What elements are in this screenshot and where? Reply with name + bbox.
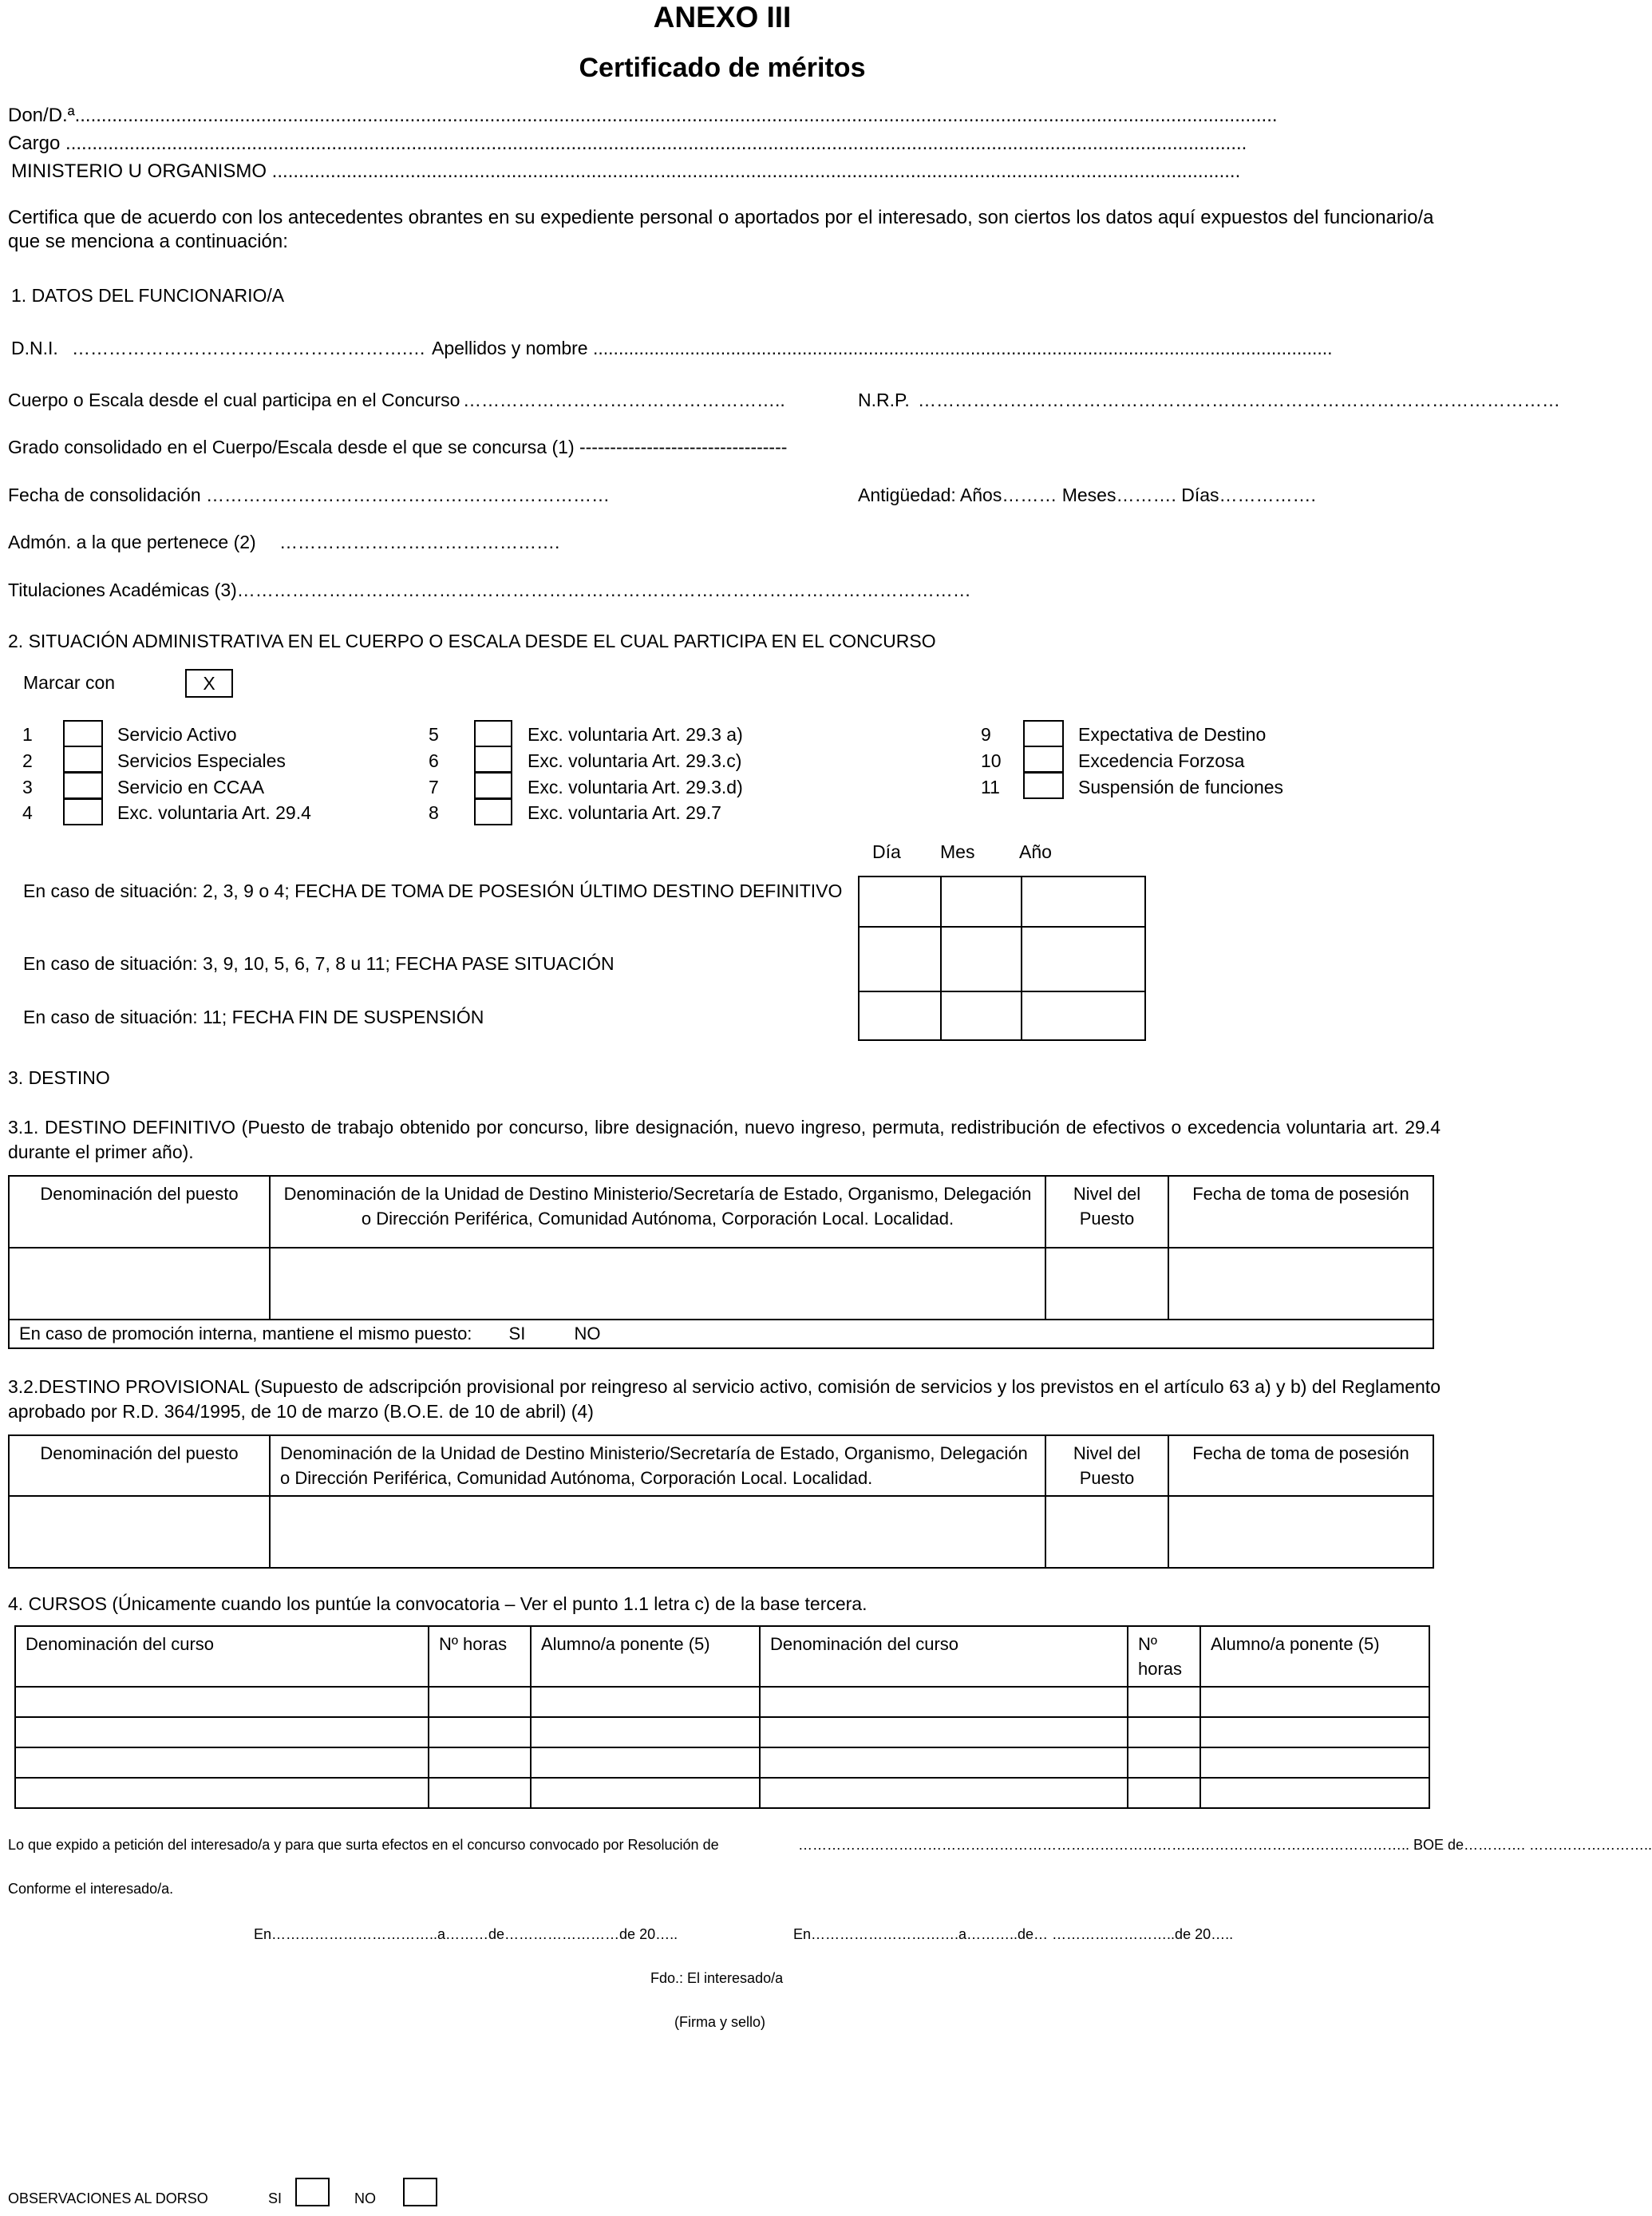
don-field[interactable]: Don/D.ª.................................................................................................................................................................................................................................. (8, 105, 1278, 126)
nivel-header: Nivel del Puesto (1045, 1435, 1168, 1496)
promocion-label: En caso de promoción interna, mantiene el mismo puesto: (19, 1324, 472, 1343)
situation-num: 5 (429, 724, 439, 745)
situation-label: Exc. voluntaria Art. 29.7 (528, 802, 721, 823)
curso-cell[interactable] (760, 1778, 1128, 1808)
horas-header: Nº horas (1128, 1626, 1200, 1687)
situation-label: Exc. voluntaria Art. 29.3.d) (528, 777, 743, 797)
horas-header: Nº horas (429, 1626, 531, 1687)
destino-definitivo-text: 3.1. DESTINO DEFINITIVO (Puesto de trabajo obtenido por concurso, libre designación, nuevo ingreso, permuta, redistribución de efectivos o excedencia voluntaria art. 29.4 durante el primer año). (8, 1117, 1441, 1162)
horas-cell[interactable] (1128, 1778, 1200, 1808)
horas-cell[interactable] (429, 1747, 531, 1778)
situation-checkbox-8[interactable] (474, 798, 512, 825)
situation-label: Suspensión de funciones (1078, 777, 1284, 797)
curso-cell[interactable] (760, 1747, 1128, 1778)
fecha-cell[interactable] (1168, 1248, 1433, 1320)
dia-header: Día (872, 841, 901, 862)
curso-header: Denominación del curso (15, 1626, 429, 1687)
fecha-header: Fecha de toma de posesión (1168, 1435, 1433, 1496)
horas-cell[interactable] (1128, 1687, 1200, 1717)
conforme-text: Conforme el interesado/a. (8, 1881, 174, 1897)
situation-label: Exc. voluntaria Art. 29.4 (117, 802, 311, 823)
destino-provisional-text: 3.2.DESTINO PROVISIONAL (Supuesto de adscripción provisional por reingreso al servicio activo, comisión de servicios y los previstos en el artículo 63 a) y b) del Reglamento aprobado por R.D. 364/1995, de 10 de marzo (B.O.E. de 10 de abril) (4) (8, 1376, 1441, 1422)
situation-num: 1 (22, 724, 33, 745)
alumno-cell[interactable] (1200, 1747, 1429, 1778)
destino-provisional-table (8, 1434, 1434, 1569)
certifica-paragraph: Certifica que de acuerdo con los antecedentes obrantes en su expediente personal o aportados por el interesado, son ciertos los datos aquí expuestos del funcionario/a que se menciona a continuación: (8, 207, 1434, 252)
horas-cell[interactable] (429, 1687, 531, 1717)
caso1-label: En caso de situación: 2, 3, 9 o 4; FECHA DE TOMA DE POSESIÓN ÚLTIMO DESTINO DEFINITIVO (23, 880, 843, 901)
alumno-cell[interactable] (1200, 1687, 1429, 1717)
alumno-cell[interactable] (531, 1717, 760, 1747)
fecha-header: Fecha de toma de posesión (1168, 1176, 1433, 1248)
expido-field[interactable]: ……………………………………………………………………………………………………………….. BOE de…………. …………………….. (798, 1837, 1652, 1853)
marcar-x-example (185, 669, 233, 698)
situation-num: 7 (429, 777, 439, 797)
situation-checkbox-11[interactable] (1023, 772, 1064, 799)
nivel-cell[interactable] (1045, 1248, 1168, 1320)
fdo-interesado: Fdo.: El interesado/a (650, 1970, 784, 1986)
fecha-cell[interactable] (1168, 1496, 1433, 1568)
cargo-field[interactable]: Cargo .............................................................................................................................................................................................................................. (8, 133, 1247, 154)
situation-checkbox-3[interactable] (63, 772, 103, 799)
observaciones-si-label: SI (268, 2190, 283, 2206)
fecha-toma-dia-cell[interactable] (860, 877, 939, 925)
horas-cell[interactable] (1128, 1747, 1200, 1778)
situation-label: Exc. voluntaria Art. 29.3.c) (528, 750, 742, 771)
fecha-toma-mes-cell[interactable] (942, 877, 1020, 925)
fecha-consolidacion-field[interactable]: Fecha de consolidación ………………………………………………………… (8, 485, 611, 505)
situation-num: 9 (981, 724, 991, 745)
mes-header: Mes (940, 841, 975, 862)
situation-num: 3 (22, 777, 33, 797)
horas-cell[interactable] (1128, 1717, 1200, 1747)
curso-header: Denominación del curso (760, 1626, 1128, 1687)
ministerio-field[interactable]: MINISTERIO U ORGANISMO ...................................................................................................................................................................................... (11, 160, 1241, 182)
anio-header: Año (1019, 841, 1052, 862)
situation-num: 6 (429, 750, 439, 771)
unidad-header: Denominación de la Unidad de Destino Ministerio/Secretaría de Estado, Organismo, Delegación o Dirección Periférica, Comunidad Autónoma, Corporación Local. Localidad. (270, 1176, 1045, 1248)
section3-heading: 3. DESTINO (8, 1067, 110, 1088)
grado-field[interactable]: Grado consolidado en el Cuerpo/Escala desde el que se concursa (1) ---------------------------------- (8, 437, 788, 457)
denominacion-cell[interactable] (9, 1496, 270, 1568)
alumno-header: Alumno/a ponente (5) (1200, 1626, 1429, 1687)
fecha-fin-mes-cell[interactable] (942, 992, 1020, 1040)
alumno-cell[interactable] (1200, 1717, 1429, 1747)
unidad-header: Denominación de la Unidad de Destino Ministerio/Secretaría de Estado, Organismo, Delegación o Dirección Periférica, Comunidad Autónoma, Corporación Local. Localidad. (270, 1435, 1045, 1496)
alumno-cell[interactable] (531, 1747, 760, 1778)
unidad-cell[interactable] (270, 1248, 1045, 1320)
situation-checkbox-9[interactable] (1023, 720, 1064, 747)
situation-checkbox-7[interactable] (474, 772, 512, 799)
horas-cell[interactable] (429, 1717, 531, 1747)
situation-label: Servicio en CCAA (117, 777, 265, 797)
situation-num: 4 (22, 802, 33, 823)
fecha-fin-anio-cell[interactable] (1022, 992, 1144, 1040)
nrp-label: N.R.P. (858, 390, 910, 410)
fecha-lugar-left[interactable]: En……………………………..a………de……………………de 20….. (254, 1926, 678, 1942)
antiguedad-field[interactable]: Antigüedad: Años……… Meses………. Días……………. (858, 485, 1316, 505)
cuerpo-field[interactable]: …………………………………………….. (463, 390, 785, 410)
curso-cell[interactable] (760, 1687, 1128, 1717)
admon-field[interactable]: ………………………………………. (279, 532, 560, 552)
situation-num: 8 (429, 802, 439, 823)
denominacion-header: Denominación del puesto (9, 1435, 270, 1496)
fecha-toma-anio-cell[interactable] (1022, 877, 1144, 925)
marcar-x-text: X (203, 673, 215, 694)
alumno-cell[interactable] (1200, 1778, 1429, 1808)
observaciones-no-checkbox[interactable] (403, 2178, 437, 2206)
fecha-pase-dia-cell[interactable] (860, 928, 939, 990)
situation-num: 10 (981, 750, 1002, 771)
denominacion-cell[interactable] (9, 1248, 270, 1320)
observaciones-no-label: NO (354, 2190, 376, 2206)
cuerpo-label: Cuerpo o Escala desde el cual participa en el Concurso (8, 390, 460, 410)
curso-cell[interactable] (15, 1778, 429, 1808)
curso-cell[interactable] (15, 1687, 429, 1717)
fecha-pase-anio-cell[interactable] (1022, 928, 1144, 990)
situation-label: Excedencia Forzosa (1078, 750, 1245, 771)
horas-cell[interactable] (429, 1778, 531, 1808)
situation-checkbox-6[interactable] (474, 746, 512, 773)
situation-label: Expectativa de Destino (1078, 724, 1267, 745)
document-subtitle: Certificado de méritos (579, 53, 866, 83)
fecha-fin-dia-cell[interactable] (860, 992, 939, 1040)
cursos-table (14, 1625, 1430, 1809)
situation-checkbox-5[interactable] (474, 720, 512, 747)
curso-cell[interactable] (15, 1747, 429, 1778)
alumno-cell[interactable] (531, 1687, 760, 1717)
marcar-label: Marcar con (23, 672, 116, 693)
caso2-label: En caso de situación: 3, 9, 10, 5, 6, 7, 8 u 11; FECHA PASE SITUACIÓN (23, 953, 615, 974)
curso-cell[interactable] (760, 1717, 1128, 1747)
alumno-cell[interactable] (531, 1778, 760, 1808)
destino-definitivo-table (8, 1175, 1434, 1349)
section2-heading: 2. SITUACIÓN ADMINISTRATIVA EN EL CUERPO O ESCALA DESDE EL CUAL PARTICIPA EN EL CONCURSO (8, 631, 936, 651)
alumno-header: Alumno/a ponente (5) (531, 1626, 760, 1687)
apellidos-field[interactable]: Apellidos y nombre ................................................................................................................................................. (432, 338, 1333, 358)
promocion-no[interactable]: NO (574, 1324, 601, 1343)
section1-heading: 1. DATOS DEL FUNCIONARIO/A (11, 285, 285, 306)
situation-label: Servicio Activo (117, 724, 237, 745)
situation-label: Exc. voluntaria Art. 29.3 a) (528, 724, 743, 745)
situation-num: 2 (22, 750, 33, 771)
fecha-pase-mes-cell[interactable] (942, 928, 1020, 990)
situation-checkbox-2[interactable] (63, 746, 103, 773)
situation-checkbox-4[interactable] (63, 798, 103, 825)
dni-label: D.N.I. (11, 338, 58, 358)
expido-text: Lo que expido a petición del interesado/a y para que surta efectos en el concurso convocado por Resolución de (8, 1837, 719, 1853)
denominacion-header: Denominación del puesto (9, 1176, 270, 1248)
observaciones-label: OBSERVACIONES AL DORSO (8, 2190, 208, 2206)
nivel-header: Nivel del Puesto (1045, 1176, 1168, 1248)
nivel-cell[interactable] (1045, 1496, 1168, 1568)
document-title: ANEXO III (653, 1, 792, 34)
fecha-lugar-right[interactable]: En………………………….a………..de… ……………………..de 20….. (793, 1926, 1234, 1942)
situation-num: 11 (981, 777, 1000, 797)
situation-checkbox-10[interactable] (1023, 746, 1064, 773)
caso3-label: En caso de situación: 11; FECHA FIN DE SUSPENSIÓN (23, 1007, 484, 1027)
unidad-cell[interactable] (270, 1496, 1045, 1568)
firma-sello: (Firma y sello) (674, 2014, 766, 2030)
situation-label: Servicios Especiales (117, 750, 286, 771)
titulaciones-field[interactable]: Titulaciones Académicas (3)………………………………………………………………………………………………………… (8, 580, 971, 600)
nrp-field[interactable]: …………………………………………………………………………………………… (918, 390, 1560, 410)
curso-cell[interactable] (15, 1717, 429, 1747)
situation-checkbox-1[interactable] (63, 720, 103, 747)
admon-label: Admón. a la que pertenece (2) (8, 532, 256, 552)
promocion-si[interactable]: SI (508, 1324, 526, 1343)
section4-heading: 4. CURSOS (Únicamente cuando los puntúe la convocatoria – Ver el punto 1.1 letra c) de la base tercera. (8, 1593, 867, 1614)
promocion-row (9, 1320, 1433, 1348)
dni-field[interactable]: ……………………………………………….… (72, 338, 426, 358)
observaciones-si-checkbox[interactable] (295, 2178, 330, 2206)
